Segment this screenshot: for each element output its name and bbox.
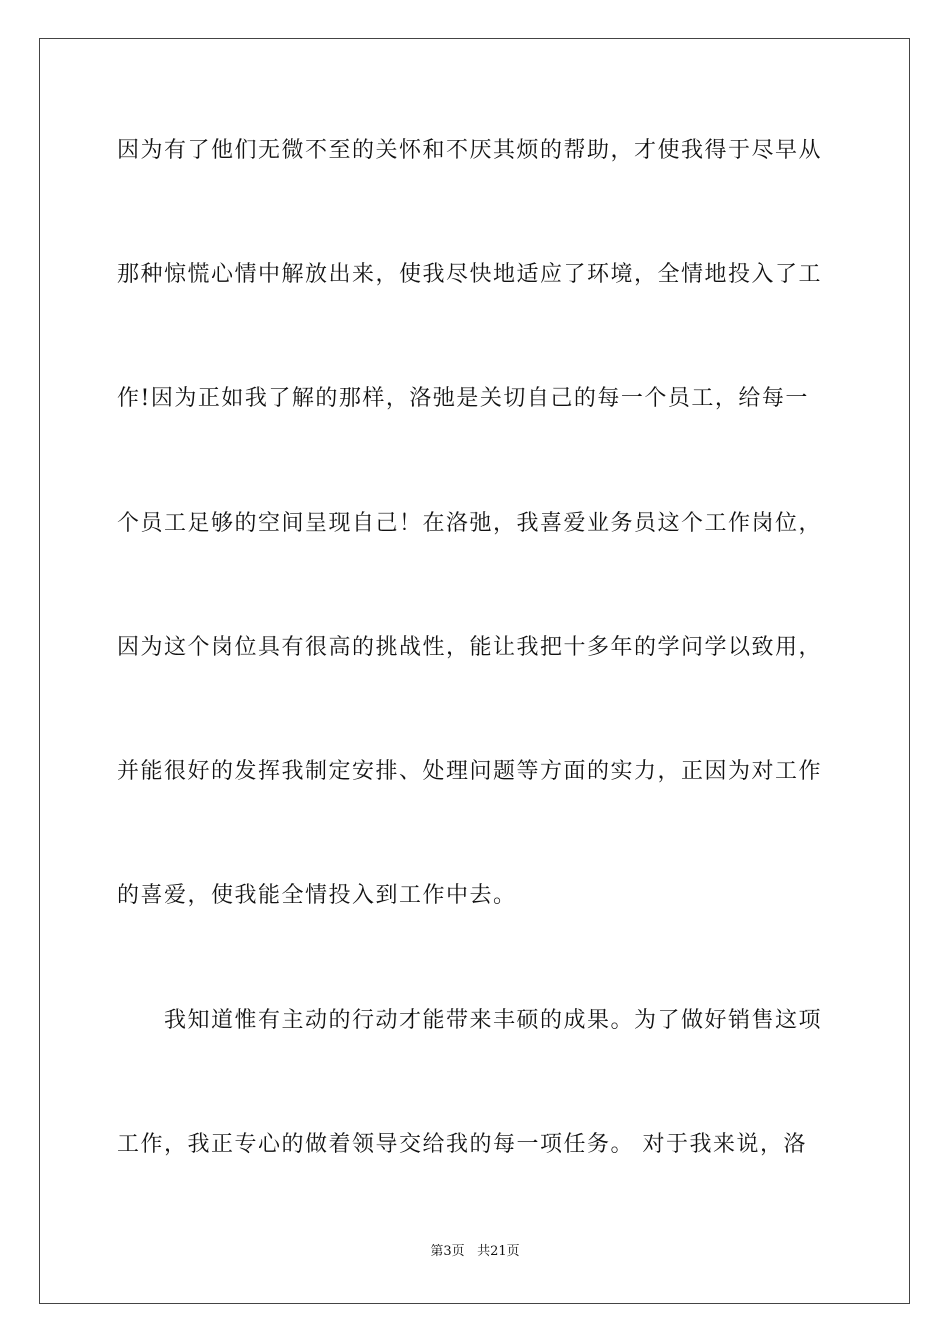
text-line-2: 那种惊慌心情中解放出来，使我尽快地适应了环境，全情地投入了工 <box>117 262 823 287</box>
page-footer <box>0 1243 950 1261</box>
page-frame <box>39 38 910 1304</box>
text-line-7: 的喜爱，使我能全情投入到工作中去。 <box>117 883 517 908</box>
text-line-5: 因为这个岗位具有很高的挑战性，能让我把十多年的学问学以致用， <box>117 635 823 660</box>
total-pages: 共21页 <box>477 1244 520 1259</box>
text-line-8-paragraph-start: 我知道惟有主动的行动才能带来丰硕的成果。为了做好销售这项 <box>164 1008 823 1033</box>
text-line-9: 工作，我正专心的做着领导交给我的每一项任务。 对于我来说，洛 <box>117 1132 807 1157</box>
page-number: 第3页 <box>430 1244 465 1259</box>
text-line-4: 个员工足够的空间呈现自己！在洛弛，我喜爱业务员这个工作岗位， <box>117 511 823 536</box>
text-line-1: 因为有了他们无微不至的关怀和不厌其烦的帮助，才使我得于尽早从 <box>117 138 823 163</box>
text-line-3: 作!因为正如我了解的那样，洛弛是关切自己的每一个员工，给每一 <box>117 386 809 411</box>
text-line-6: 并能很好的发挥我制定安排、处理问题等方面的实力，正因为对工作 <box>117 759 823 784</box>
